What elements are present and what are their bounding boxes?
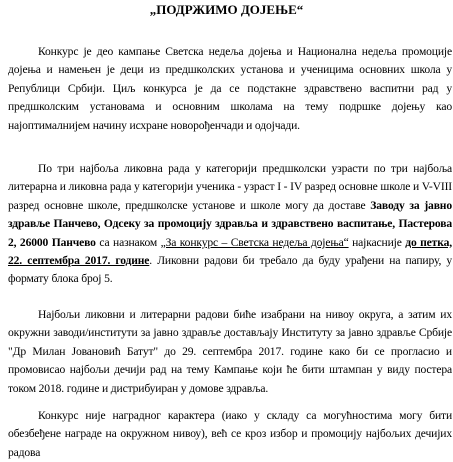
paragraph-submission-rules [8,160,452,289]
paragraph-contest-intro [8,43,452,135]
submission-deadline: до петка, 22. септембра 2017. године [8,235,452,268]
submission-label: „За конкурс – Светска недеља дојења“ [160,235,349,249]
paragraph-text: најкасније [348,235,406,249]
institute-address: Заводу за јавно здравље Панчево, Одсеку за промоцију здравља и здравствено васпитање, Пастерова 2, 26000 Панчево [8,198,452,249]
document-title: „ПОДРЖИМО ДОЈЕЊЕ“ [149,2,304,17]
paragraph-text: Конкурс је део кампање Светска недеља дојења и Национална недеља промоције дојења и намењен је деци из предшколских установа и ученицима основних школа у Републици Србији. Циљ конкурса је да се подстакне здравствено васпитни рад у предшколским установама и основним школама на тему подршке дојењу као најоптималнијем начину исхране новорођенчади и одојчади. [8,45,452,132]
paragraph-text: Најбољи ликовни и литерарни радови биће изабрани на нивоу округа, а затим их окружни заводи/институти за јавно здравље достављају Институту за јавно здравље Србије "Др Милан Јовановић Батут" до 29. септембра 2017. године како би се прогласио и промовисао најбољи дечији рад на тему Кампање који ће бити штампан у виду постера током 2018. године и дистрибуиран у домове здравља. [8,308,452,395]
paragraph-selection [8,306,452,398]
paragraph-text: са назнаком [95,235,161,249]
paragraph-text: Конкурс није наградног карактера (иако у складу са могућностима могу бити обезбеђене награде на окружном нивоу), већ се кроз избор и промоцију најбољих дечијих радова [8,409,452,459]
paragraph-text: . Ликовни радови би требало да буду урађени на папиру, у формату блока број 5. [8,254,452,286]
paragraph-text: По три најбоља ликовна рада у категорији предшколски узрасти по три најбоља литерарна и ликовна рада у категорији ученика - узраст I - IV разред основне школе и V-VIII разред основне школе, предшколске установе и школе могу да доставе [8,162,452,212]
paragraph-awards [8,407,452,462]
